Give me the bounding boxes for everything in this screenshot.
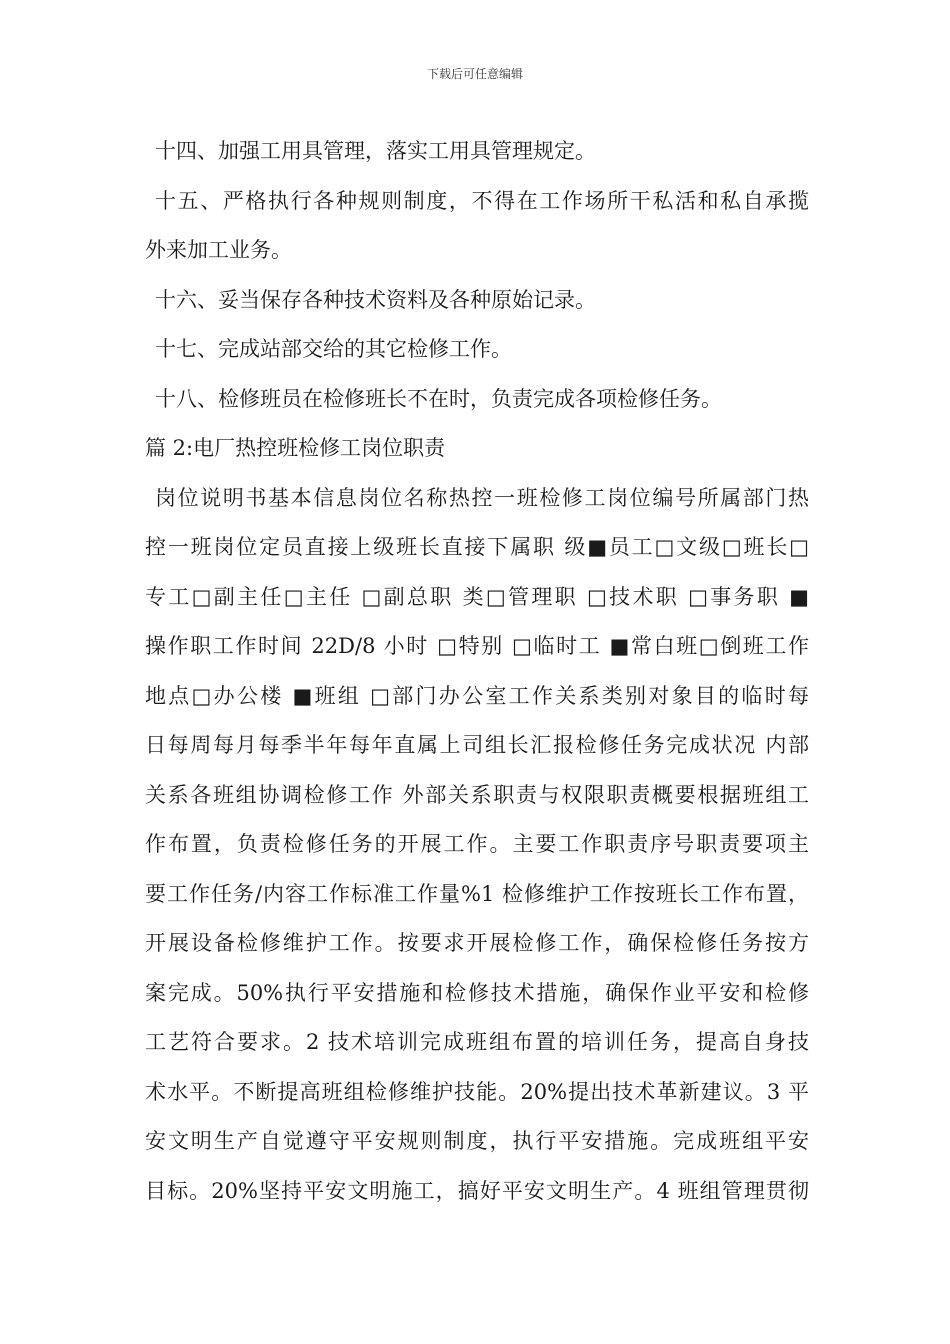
text-line: 控一班岗位定员直接上级班长直接下属职 级■员工□文级□班长□	[145, 535, 809, 559]
text-line: 安文明生产自觉遵守平安规则制度，执行平安措施。完成班组平安	[145, 1129, 809, 1153]
text-line: 开展设备检修维护工作。按要求开展检修工作，确保检修任务按方	[145, 931, 809, 955]
text-line: 日每周每月每季半年每年直属上司组长汇报检修任务完成状况 内部	[145, 733, 809, 757]
text-line: 关系各班组协调检修工作 外部关系职责与权限职责概要根据班组工	[145, 782, 809, 807]
text-line: 十六、妥当保存各种技术资料及各种原始记录。	[155, 287, 596, 312]
text-line: 工艺符合要求。2 技术培训完成班组布置的培训任务，提高自身技	[145, 1030, 809, 1054]
text-line: 作布置，负责检修任务的开展工作。主要工作职责序号职责要项主	[145, 832, 809, 856]
text-line: 要工作任务/内容工作标准工作量%1 检修维护工作按班长工作布置，	[145, 881, 809, 906]
text-line: 案完成。50%执行平安措施和检修技术措施，确保作业平安和检修	[145, 980, 809, 1005]
text-line: 十七、完成站部交给的其它检修工作。	[155, 337, 512, 361]
text-line: 十五、严格执行各种规则制度，不得在工作场所干私活和私自承揽	[155, 188, 809, 213]
text-line: 十八、检修班员在检修班长不在时，负责完成各项检修任务。	[155, 386, 722, 411]
text-line: 外来加工业务。	[145, 238, 292, 262]
text-line: 目标。20%坚持平安文明施工，搞好平安文明生产。4 班组管理贯彻	[145, 1178, 809, 1203]
text-line: 操作职工作时间 22D/8 小时 □特别 □临时工 ■常白班□倒班工作	[145, 634, 809, 658]
text-line: 地点□办公楼 ■班组 □部门办公室工作关系类别对象目的临时每	[145, 683, 809, 708]
page-header: 下载后可任意编辑	[426, 67, 523, 81]
document-body	[145, 127, 809, 1216]
section-heading: 篇 2:电厂热控班检修工岗位职责	[145, 436, 446, 460]
text-line: 专工□副主任□主任 □副总职 类□管理职 □技术职 □事务职 ■	[145, 584, 809, 609]
text-line: 十四、加强工用具管理，落实工用具管理规定。	[155, 139, 596, 163]
text-line: 术水平。不断提高班组检修维护技能。20%提出技术革新建议。3 平	[145, 1079, 809, 1104]
text-line: 岗位说明书基本信息岗位名称热控一班检修工岗位编号所属部门热	[155, 485, 809, 510]
